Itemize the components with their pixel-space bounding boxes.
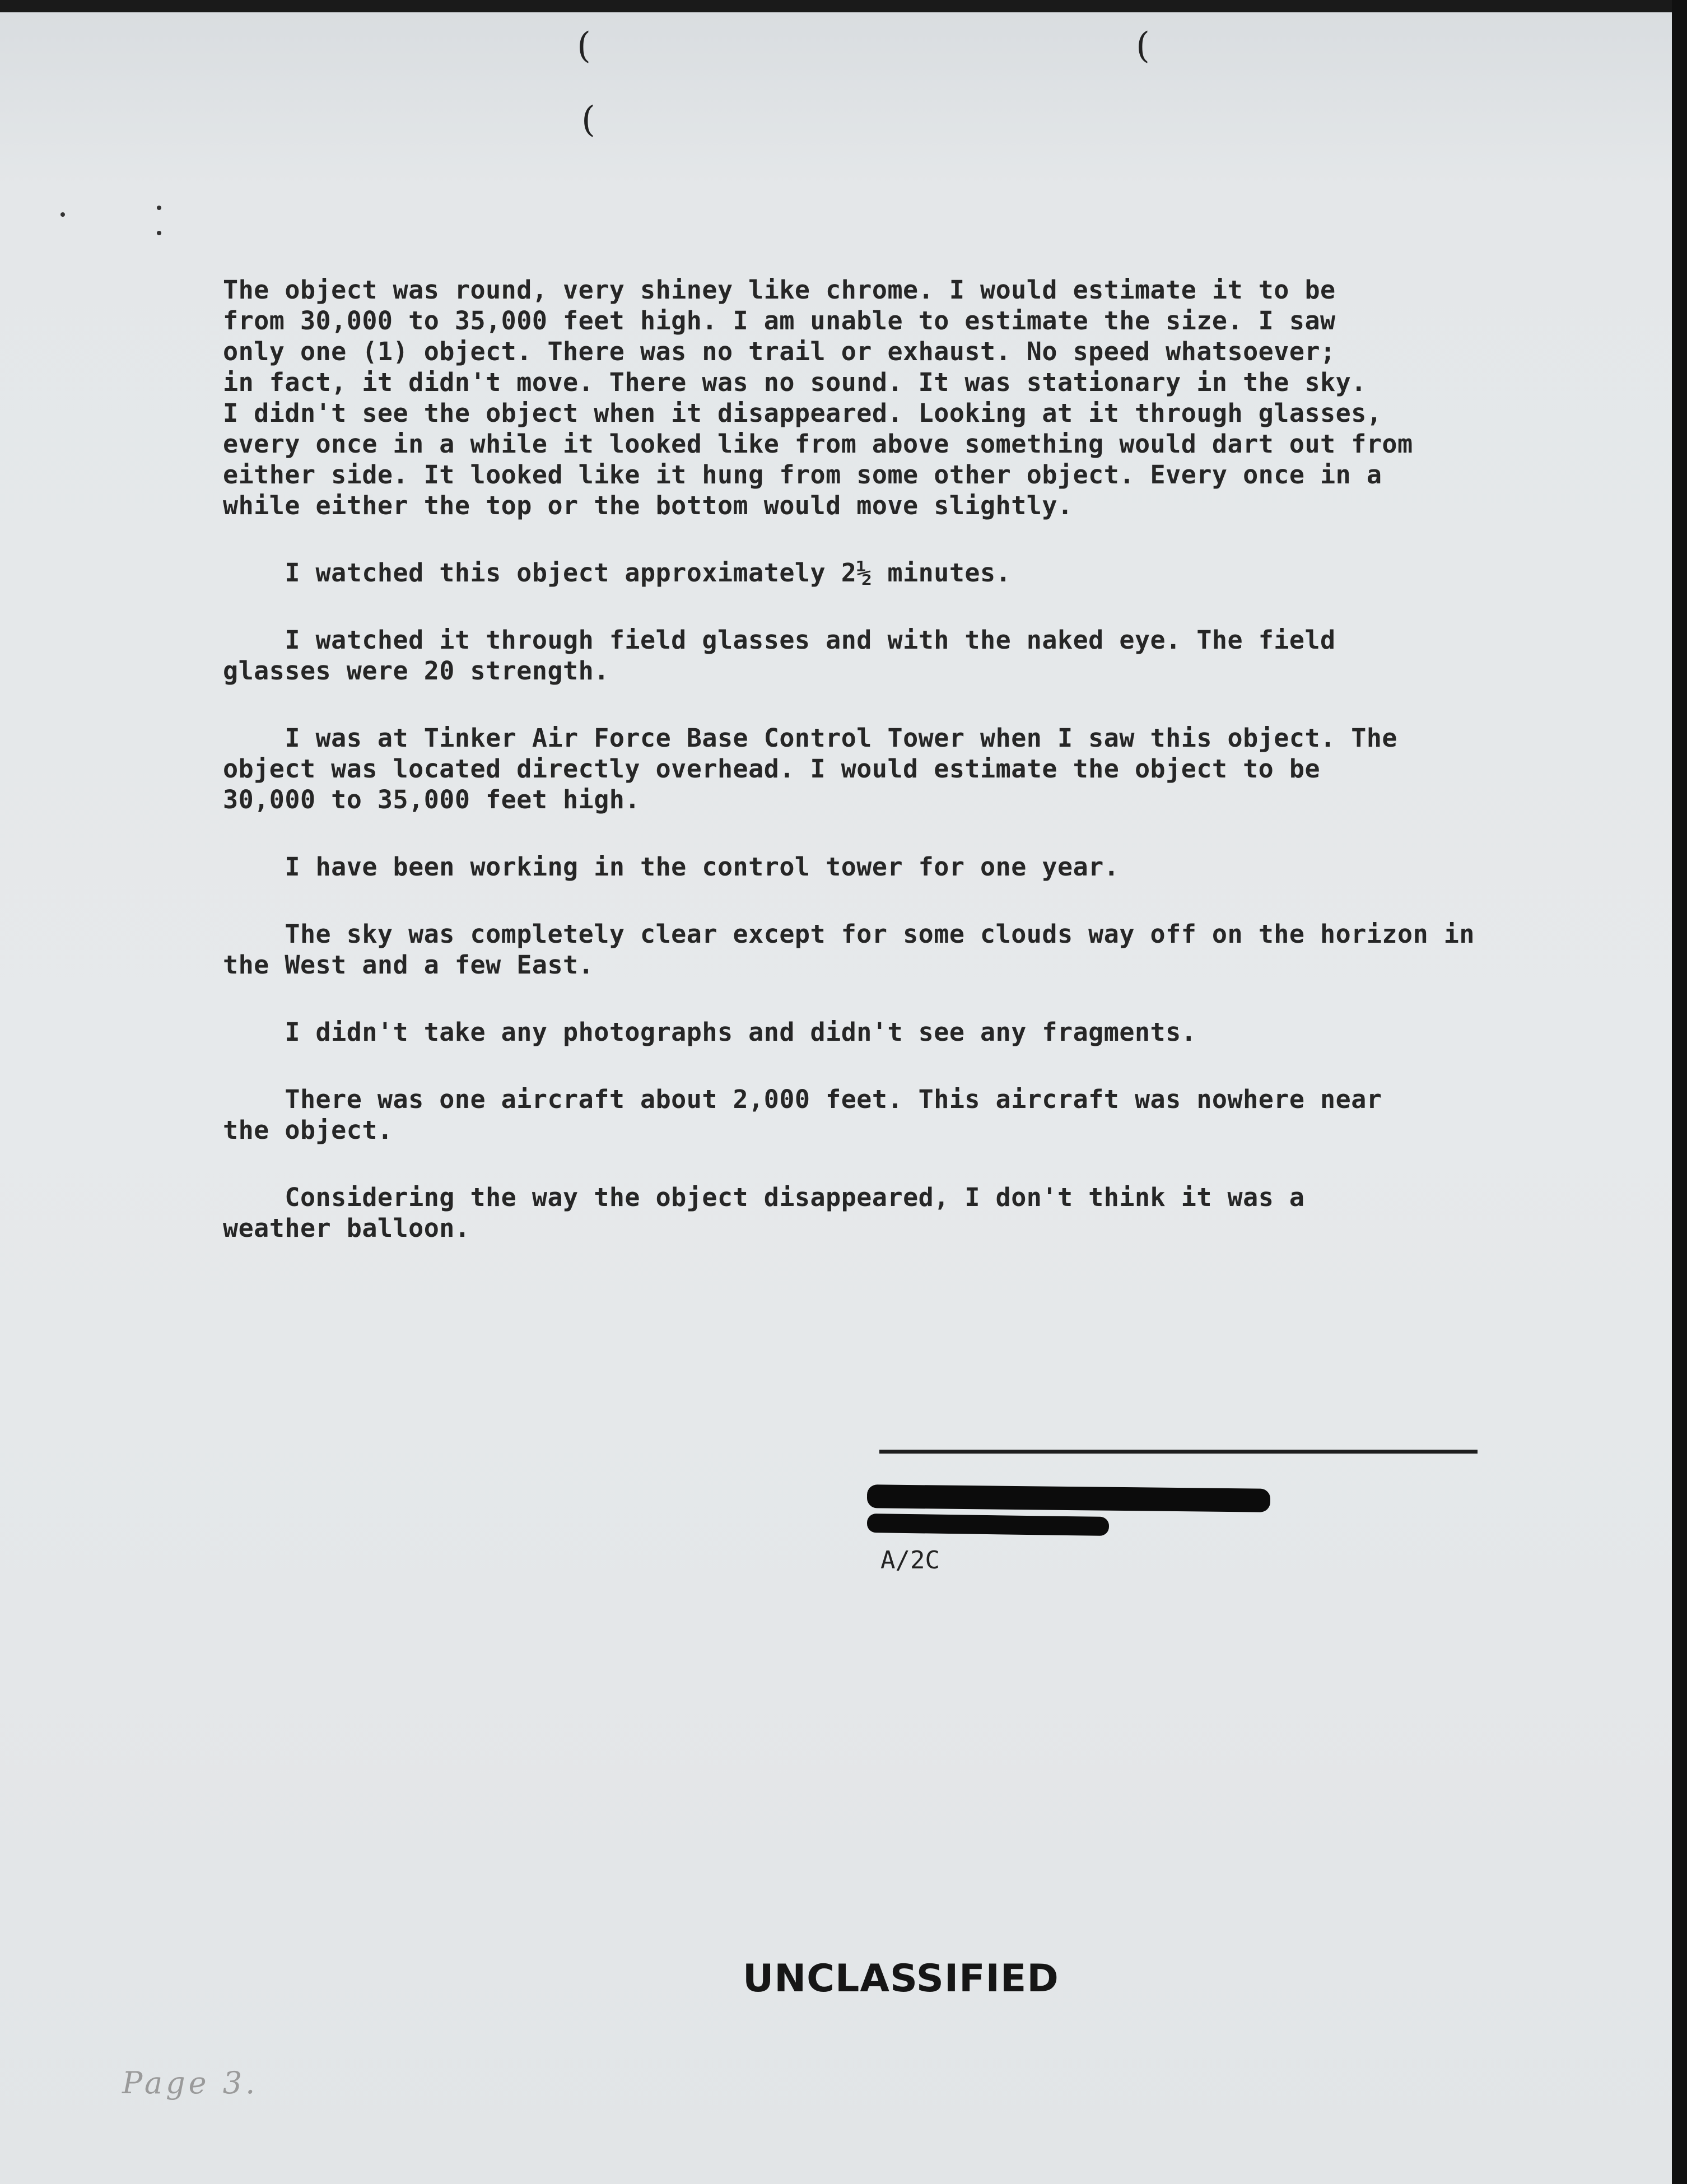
punch-mark: ( xyxy=(577,25,591,67)
paragraph: I have been working in the control tower for one year. xyxy=(223,852,1120,882)
classification-stamp: UNCLASSIFIED xyxy=(743,1957,1059,2001)
paragraph: I watched it through field glasses and with the naked eye. The field glasses were 20 strength. xyxy=(223,625,1336,686)
speck xyxy=(157,231,161,235)
scan-edge xyxy=(1672,0,1687,2184)
paragraph: I didn't take any photographs and didn't see any fragments. xyxy=(223,1017,1197,1047)
speck xyxy=(60,212,65,217)
document-page xyxy=(0,12,1672,2184)
speck xyxy=(157,206,161,210)
page-number: Page 3. xyxy=(122,2065,259,2101)
paragraph: I watched this object approximately 2½ minutes. xyxy=(223,558,1012,588)
paragraph: I was at Tinker Air Force Base Control Tower when I saw this object. The object was located directly overhead. I would estimate the object to be 30,000 to 35,000 feet high. xyxy=(223,723,1398,814)
signature-line xyxy=(879,1450,1478,1454)
statement-body xyxy=(223,274,1623,1280)
signature-initials: A/2C xyxy=(880,1546,940,1575)
punch-mark: ( xyxy=(1136,25,1150,67)
paragraph: The sky was completely clear except for some clouds way off on the horizon in the West and a few East. xyxy=(223,919,1475,980)
redaction-bar xyxy=(867,1514,1109,1536)
paragraph: There was one aircraft about 2,000 feet. This aircraft was nowhere near the object. xyxy=(223,1084,1382,1145)
redaction-bar xyxy=(867,1484,1270,1512)
paragraph: Considering the way the object disappeared, I don't think it was a weather balloon. xyxy=(223,1182,1305,1243)
punch-mark: ( xyxy=(581,99,595,141)
paragraph: The object was round, very shiney like chrome. I would estimate it to be from 30,000 to 35,000 feet high. I am unable to estimate the size. I saw only one (1) object. There was no trail or exhaust. No speed whatsoever; in fact, it didn't move. There was no sound. It was stationary in the sky. I didn't see the object when it disappeared. Looking at it through glasses, every once in a while it looked like from above something would dart out from either side. It looked like it hung from some other object. Every once in a while either the top or the bottom would move slightly. xyxy=(223,275,1413,520)
